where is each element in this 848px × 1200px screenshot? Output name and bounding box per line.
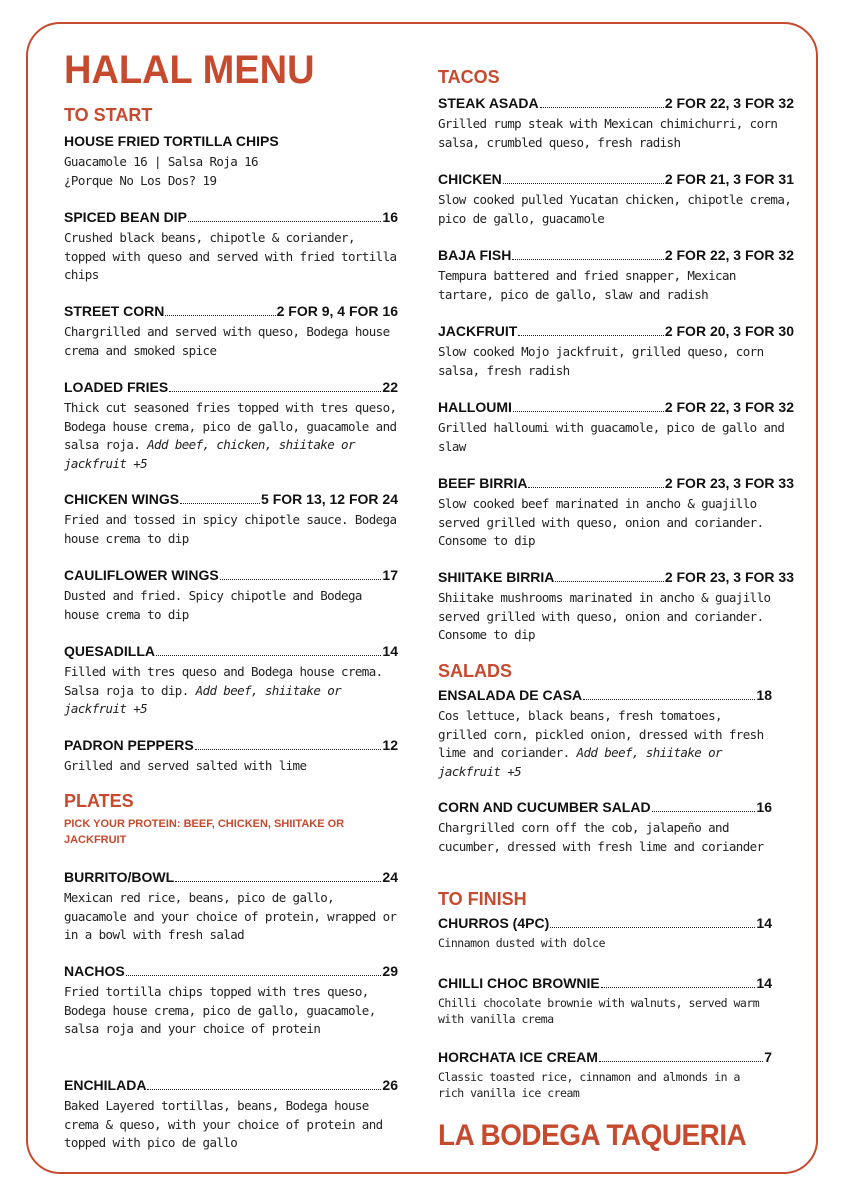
item-desc: [438, 707, 772, 781]
section-heading-to-finish: TO FINISH: [438, 889, 527, 909]
item-name: CHICKEN WINGS: [64, 491, 180, 507]
item-desc: Mexican red rice, beans, pico de gallo, guacamole and your choice of protein, wrapped or in a bowl with fresh salad: [64, 890, 397, 942]
item-price: 7: [764, 1049, 772, 1065]
item-price: 29: [382, 963, 398, 979]
brand-logo-text: LA BODEGA TAQUERIA: [438, 1119, 747, 1152]
item-price: 14: [756, 975, 772, 991]
item-desc: Grilled rump steak with Mexican chimichurri, corn salsa, crumbled queso, fresh radish: [438, 116, 778, 150]
item-price: 2 FOR 9, 4 FOR 16: [276, 303, 398, 319]
menu-item: [64, 490, 398, 548]
item-name: BAJA FISH: [438, 247, 512, 263]
item-desc: Dusted and fried. Spicy chipotle and Bodega house crema to dip: [64, 588, 362, 622]
item-name: SPICED BEAN DIP: [64, 209, 187, 225]
section-heading-tacos: TACOS: [438, 67, 500, 87]
item-desc: Crushed black beans, chipotle & coriander, topped with queso and served with fried tortilla chips: [64, 230, 397, 282]
menu-item: [64, 208, 398, 285]
item-name: ENSALADA DE CASA: [438, 687, 583, 703]
item-name: HORCHATA ICE CREAM: [438, 1049, 598, 1065]
item-name: LOADED FRIES: [64, 379, 169, 395]
page-title: HALAL MENU: [64, 48, 315, 92]
menu-item: [438, 474, 794, 551]
leader-dots: [188, 221, 382, 222]
item-name: CORN AND CUCUMBER SALAD: [438, 799, 651, 815]
item-addon-note: Add beef, chicken, shiitake or jackfruit +5: [64, 437, 355, 471]
item-price: 22: [382, 379, 398, 395]
section-heading-plates: PLATES: [64, 791, 134, 811]
item-name: CHICKEN: [438, 171, 502, 187]
section-heading-salads: SALADS: [438, 661, 513, 681]
menu-item: [438, 974, 772, 1027]
menu-item: [64, 566, 398, 624]
section-heading-to-start: TO START: [64, 105, 153, 125]
menu-item: [64, 302, 398, 360]
item-desc: Fried tortilla chips topped with tres queso, Bodega house crema, pico de gallo, guacamole, salsa roja and your choice of protein: [64, 984, 376, 1036]
item-name: BURRITO/BOWL: [64, 869, 175, 885]
item-desc-text: Cos lettuce, black beans, fresh tomatoes, grilled corn, pickled onion, dressed with fresh lime and coriander.: [438, 708, 764, 760]
item-name: JACKFRUIT: [438, 323, 518, 339]
item-price: 2 FOR 20, 3 FOR 30: [664, 323, 794, 339]
item-name: BEEF BIRRIA: [438, 475, 528, 491]
menu-item: [438, 686, 772, 781]
leader-dots: [555, 581, 663, 582]
menu-item: [438, 1048, 772, 1101]
menu-item: [438, 914, 772, 951]
leader-dots: [503, 183, 664, 184]
item-name: HOUSE FRIED TORTILLA CHIPS: [64, 133, 279, 149]
leader-dots: [550, 927, 755, 928]
item-addon-note: Add beef, shiitake or jackfruit +5: [64, 682, 342, 716]
item-addon-note: Add beef, shiitake or jackfruit +5: [438, 745, 722, 779]
item-name: STREET CORN: [64, 303, 165, 319]
item-name: ENCHILADA: [64, 1077, 147, 1093]
leader-dots: [175, 881, 381, 882]
item-desc: Fried and tossed in spicy chipotle sauce. Bodega house crema to dip: [64, 512, 397, 546]
item-price: 2 FOR 22, 3 FOR 32: [664, 95, 794, 111]
item-desc: [64, 663, 398, 719]
item-desc: Chargrilled and served with queso, Bodega house crema and smoked spice: [64, 324, 390, 358]
leader-dots: [165, 315, 275, 316]
leader-dots: [528, 487, 663, 488]
menu-item: [438, 246, 794, 304]
menu-item: [64, 378, 398, 473]
item-desc: [64, 153, 398, 190]
item-name: CAULIFLOWER WINGS: [64, 567, 219, 583]
leader-dots: [540, 107, 664, 108]
leader-dots: [652, 811, 756, 812]
item-price: 16: [756, 799, 772, 815]
menu-item: [64, 962, 398, 1039]
item-name: PADRON PEPPERS: [64, 737, 194, 753]
item-price: 12: [382, 737, 398, 753]
item-name: CHURROS (4PC): [438, 915, 550, 931]
item-desc: Slow cooked pulled Yucatan chicken, chipotle crema, pico de gallo, guacamole: [438, 192, 792, 226]
item-price: 2 FOR 23, 3 FOR 33: [664, 475, 794, 491]
item-desc: Tempura battered and fried snapper, Mexican tartare, pico de gallo, slaw and radish: [438, 268, 736, 302]
menu-item-tortilla-chips: [64, 132, 398, 190]
item-desc-line: ¿Porque No Los Dos? 19: [64, 172, 217, 188]
item-desc-text: Thick cut seasoned fries topped with tres queso, Bodega house crema, pico de gallo, guacamole and salsa roja.: [64, 400, 397, 452]
menu-item: [64, 736, 398, 776]
item-price: 2 FOR 22, 3 FOR 32: [664, 399, 794, 415]
menu-item: [438, 322, 794, 380]
item-name: NACHOS: [64, 963, 125, 979]
item-price: 14: [756, 915, 772, 931]
leader-dots: [169, 391, 381, 392]
item-desc: Classic toasted rice, cinnamon and almonds in a rich vanilla ice cream: [438, 1070, 740, 1100]
item-desc: Grilled halloumi with guacamole, pico de gallo and slaw: [438, 420, 785, 454]
item-price: 26: [382, 1077, 398, 1093]
item-desc-text: Filled with tres queso and Bodega house crema. Salsa roja to dip.: [64, 664, 383, 698]
item-name: HALLOUMI: [438, 399, 512, 415]
item-desc: Shiitake mushrooms marinated in ancho & guajillo served grilled with queso, onion and coriander. Consome to dip: [438, 590, 771, 642]
item-desc: Chilli chocolate brownie with walnuts, served warm with vanilla crema: [438, 996, 760, 1026]
leader-dots: [518, 335, 663, 336]
leader-dots: [180, 503, 260, 504]
leader-dots: [156, 655, 381, 656]
menu-item: [438, 568, 794, 645]
leader-dots: [126, 975, 382, 976]
menu-item: [438, 798, 772, 856]
menu-item: [438, 94, 794, 152]
item-price: 16: [382, 209, 398, 225]
menu-item: [438, 398, 794, 456]
leader-dots: [513, 411, 664, 412]
leader-dots: [220, 579, 382, 580]
item-price: 17: [382, 567, 398, 583]
item-name: STEAK ASADA: [438, 95, 539, 111]
item-price: 24: [382, 869, 398, 885]
item-desc: Slow cooked Mojo jackfruit, grilled queso, corn salsa, fresh radish: [438, 344, 764, 378]
item-name: QUESADILLA: [64, 643, 155, 659]
menu-item: [64, 642, 398, 719]
item-name: SHIITAKE BIRRIA: [438, 569, 555, 585]
item-desc: [64, 399, 398, 473]
item-desc: Cinnamon dusted with dolce: [438, 936, 606, 950]
leader-dots: [601, 987, 756, 988]
item-price: 18: [756, 687, 772, 703]
leader-dots: [599, 1061, 763, 1062]
item-price: 2 FOR 23, 3 FOR 33: [664, 569, 794, 585]
leader-dots: [583, 699, 755, 700]
plates-protein-note: PICK YOUR PROTEIN: BEEF, CHICKEN, SHIITAKE OR JACKFRUIT: [64, 818, 345, 846]
leader-dots: [512, 259, 663, 260]
menu-item: [64, 1076, 398, 1153]
item-price: 14: [382, 643, 398, 659]
item-desc: Chargrilled corn off the cob, jalapeño and cucumber, dressed with fresh lime and coriander: [438, 820, 764, 854]
menu-item: [438, 170, 794, 228]
item-desc: Grilled and served salted with lime: [64, 758, 307, 773]
menu-item: [64, 868, 398, 945]
leader-dots: [195, 749, 382, 750]
leader-dots: [147, 1089, 381, 1090]
item-desc: Slow cooked beef marinated in ancho & guajillo served grilled with queso, onion and coriander. Consome to dip: [438, 496, 764, 548]
item-price: 2 FOR 22, 3 FOR 32: [664, 247, 794, 263]
item-price: 5 FOR 13, 12 FOR 24: [261, 491, 398, 507]
item-desc: Baked Layered tortillas, beans, Bodega house crema & queso, with your choice of protein and topped with pico de gallo: [64, 1098, 383, 1150]
item-price: 2 FOR 21, 3 FOR 31: [664, 171, 794, 187]
item-name: CHILLI CHOC BROWNIE: [438, 975, 600, 991]
item-desc-line: Guacamole 16 | Salsa Roja 16: [64, 154, 258, 169]
